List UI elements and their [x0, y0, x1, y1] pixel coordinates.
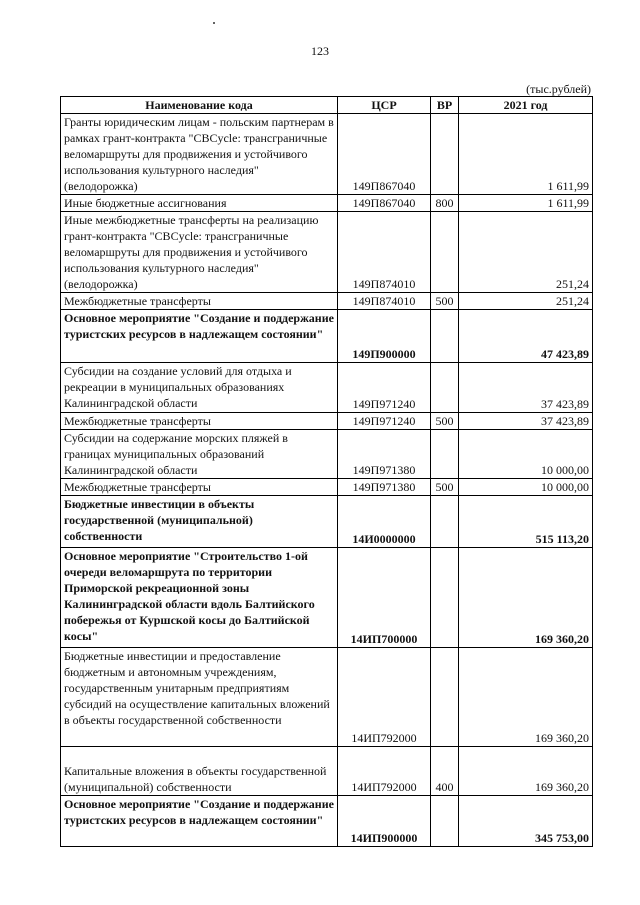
row-amount: 169 360,20: [459, 648, 593, 747]
row-vr: 500: [431, 413, 459, 430]
row-csr: 14И0000000: [338, 496, 431, 548]
table-row: [61, 114, 593, 195]
row-amount: 37 423,89: [459, 363, 593, 413]
row-csr: 149П971240: [338, 363, 431, 413]
header-name: Наименование кода: [61, 97, 338, 114]
row-csr: 14ИП900000: [338, 796, 431, 847]
row-name: Межбюджетные трансферты: [61, 479, 338, 496]
row-name: Гранты юридическим лицам - польским партнерам в рамках грант-контракта "CBCycle: трансграничные веломаршруты для продвижения и устойчивого использования культурного наследия" (велодорожка): [61, 114, 338, 195]
header-csr: ЦСР: [338, 97, 431, 114]
budget-table: [60, 96, 593, 847]
row-amount: 1 611,99: [459, 114, 593, 195]
row-csr: 149П867040: [338, 114, 431, 195]
page-number: 123: [311, 44, 329, 58]
table-row: [61, 548, 593, 648]
row-amount: 1 611,99: [459, 195, 593, 212]
row-csr: 14ИП792000: [338, 747, 431, 796]
row-name: Иные межбюджетные трансферты на реализацию грант-контракта "CBCycle: трансграничные веломаршруты для продвижения и устойчивого использования культурного наследия" (велодорожка): [61, 212, 338, 293]
row-amount: 515 113,20: [459, 496, 593, 548]
table-row: [61, 430, 593, 479]
row-csr: 149П971380: [338, 479, 431, 496]
table-row: [61, 796, 593, 847]
units-label: (тыс.рублей): [526, 82, 591, 96]
row-amount: 251,24: [459, 293, 593, 310]
row-vr: [431, 548, 459, 648]
table-row: [61, 413, 593, 430]
row-amount: 10 000,00: [459, 479, 593, 496]
table-row: [61, 496, 593, 548]
row-amount: 251,24: [459, 212, 593, 293]
header-year: 2021 год: [459, 97, 593, 114]
row-vr: 800: [431, 195, 459, 212]
row-name: Основное мероприятие "Создание и поддержание туристских ресурсов в надлежащем состоянии": [61, 796, 338, 847]
row-name: Субсидии на содержание морских пляжей в границах муниципальных образований Калининградской области: [61, 430, 338, 479]
table-row: [61, 310, 593, 363]
row-csr: 149П874010: [338, 293, 431, 310]
row-amount: 169 360,20: [459, 747, 593, 796]
row-csr: 149П900000: [338, 310, 431, 363]
row-vr: 500: [431, 293, 459, 310]
row-csr: 149П874010: [338, 212, 431, 293]
row-vr: [431, 430, 459, 479]
row-amount: 169 360,20: [459, 548, 593, 648]
row-name: Субсидии на создание условий для отдыха и рекреации в муниципальных образованиях Калининградской области: [61, 363, 338, 413]
row-vr: [431, 310, 459, 363]
row-csr: 149П867040: [338, 195, 431, 212]
row-vr: [431, 363, 459, 413]
row-name: Капитальные вложения в объекты государственной (муниципальной) собственности: [61, 747, 338, 796]
row-csr: 14ИП792000: [338, 648, 431, 747]
row-amount: 345 753,00: [459, 796, 593, 847]
row-name: Межбюджетные трансферты: [61, 293, 338, 310]
row-vr: [431, 648, 459, 747]
table-row: [61, 293, 593, 310]
row-vr: [431, 496, 459, 548]
row-name: Бюджетные инвестиции в объекты государственной (муниципальной) собственности: [61, 496, 338, 548]
row-name: Основное мероприятие "Строительство 1-ой очереди веломаршрута по территории Приморской рекреационной зоны Калининградской области вдоль Балтийского побережья от Куршской косы до Балтийской косы": [61, 548, 338, 648]
table-row: [61, 212, 593, 293]
row-name: Основное мероприятие "Создание и поддержание туристских ресурсов в надлежащем состоянии": [61, 310, 338, 363]
row-name: Иные бюджетные ассигнования: [61, 195, 338, 212]
row-name: Бюджетные инвестиции и предоставление бюджетным и автономным учреждениям, государственным унитарным предприятиям субсидий на осуществление капитальных вложений в объекты государственной собственности: [61, 648, 338, 747]
table-row: [61, 747, 593, 796]
row-amount: 47 423,89: [459, 310, 593, 363]
table-row: [61, 363, 593, 413]
row-csr: 14ИП700000: [338, 548, 431, 648]
row-vr: [431, 796, 459, 847]
row-amount: 37 423,89: [459, 413, 593, 430]
row-name: Межбюджетные трансферты: [61, 413, 338, 430]
row-vr: [431, 212, 459, 293]
table-row: [61, 479, 593, 496]
row-csr: 149П971380: [338, 430, 431, 479]
scan-speck: [213, 22, 215, 24]
row-vr: 500: [431, 479, 459, 496]
table-header-row: [61, 97, 593, 114]
row-csr: 149П971240: [338, 413, 431, 430]
row-vr: [431, 114, 459, 195]
header-vr: ВР: [431, 97, 459, 114]
row-vr: 400: [431, 747, 459, 796]
table-row: [61, 648, 593, 747]
table-row: [61, 195, 593, 212]
row-amount: 10 000,00: [459, 430, 593, 479]
